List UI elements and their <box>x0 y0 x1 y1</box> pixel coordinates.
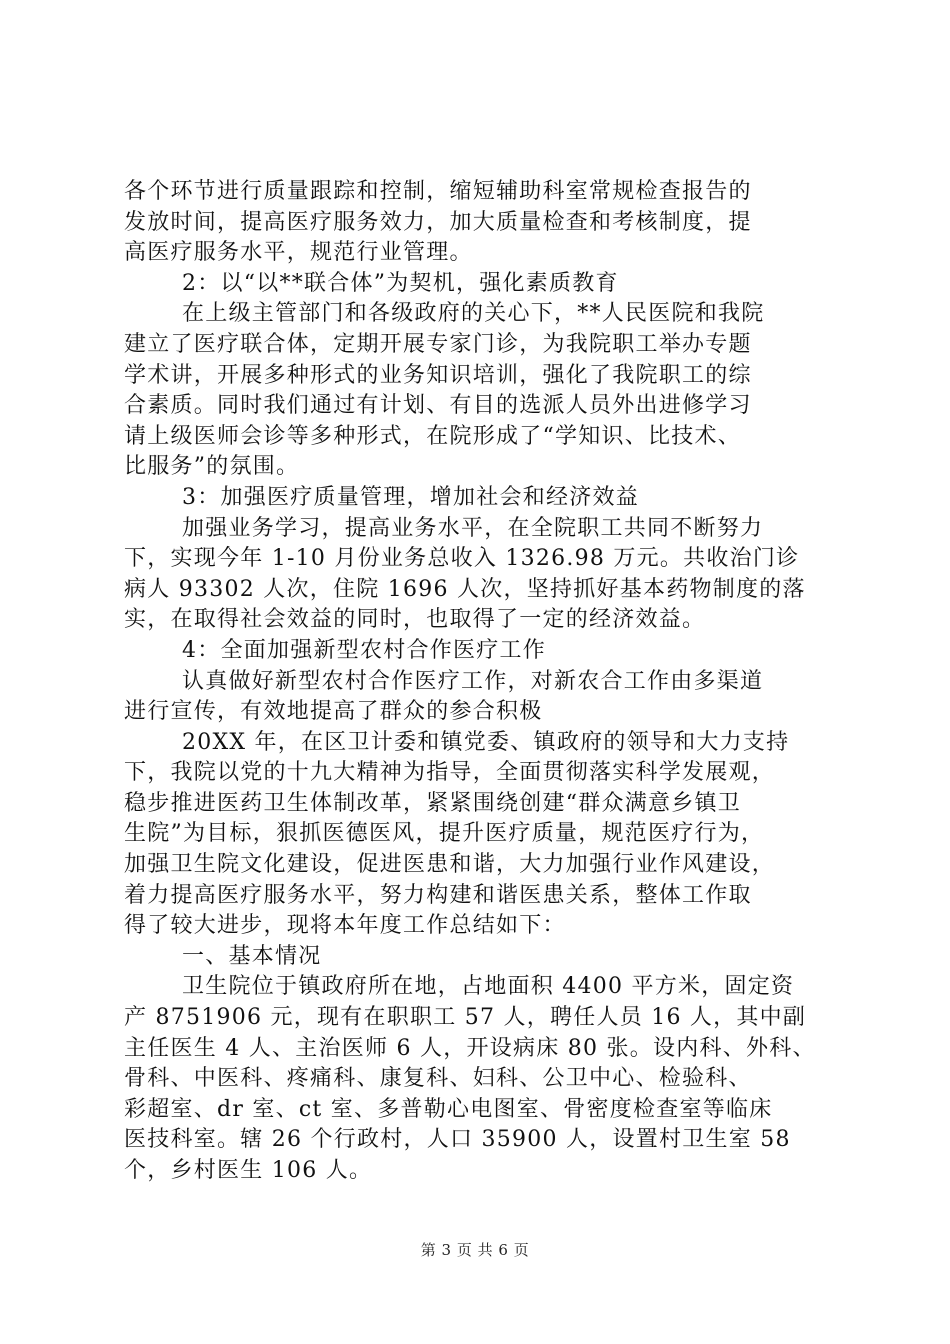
text-line: 医技科室。辖 26 个行政村，人口 35900 人，设置村卫生室 58 <box>124 1127 791 1153</box>
text-line: 加强卫生院文化建设，促进医患和谐，大力加强行业作风建设， <box>124 852 776 878</box>
text-line: 认真做好新型农村合作医疗工作，对新农合工作由多渠道 <box>182 668 764 694</box>
text-line: 病人 93302 人次，住院 1696 人次，坚持抓好基本药物制度的落 <box>124 576 806 602</box>
text-line: 下，我院以党的十九大精神为指导，全面贯彻落实科学发展观， <box>124 760 776 786</box>
text-line: 比服务”的氛围。 <box>124 454 300 480</box>
text-line: 生院”为目标，狠抓医德医风，提升医疗质量，规范医疗行为， <box>124 821 765 847</box>
text-line: 一、基本情况 <box>182 943 322 969</box>
text-line: 主任医生 4 人、主治医师 6 人，开设病床 80 张。设内科、外科、 <box>124 1035 816 1061</box>
text-line: 合素质。同时我们通过有计划、有目的选派人员外出进修学习 <box>124 393 752 419</box>
document-body <box>124 177 836 1187</box>
page-footer: 第 3 页 共 6 页 <box>420 1241 530 1259</box>
text-line: 建立了医疗联合体，定期开展专家门诊，为我院职工举办专题 <box>124 331 752 357</box>
text-line: 加强业务学习，提高业务水平，在全院职工共同不断努力 <box>182 515 764 541</box>
text-line: 彩超室、dr 室、ct 室、多普勒心电图室、骨密度检查室等临床 <box>124 1096 773 1122</box>
text-line: 骨科、中医科、疼痛科、康复科、妇科、公卫中心、检验科、 <box>124 1066 752 1092</box>
text-line: 发放时间，提高医疗服务效力，加大质量检查和考核制度，提 <box>124 209 752 235</box>
text-line: 个，乡村医生 106 人。 <box>124 1158 373 1183</box>
text-line: 产 8751906 元，现有在职职工 57 人，聘任人员 16 人，其中副 <box>124 1005 807 1031</box>
text-line: 20XX 年，在区卫计委和镇党委、镇政府的领导和大力支持 <box>182 729 790 755</box>
text-line: 卫生院位于镇政府所在地，占地面积 4400 平方米，固定资 <box>182 974 795 1000</box>
text-line: 4：全面加强新型农村合作医疗工作 <box>182 637 546 663</box>
text-line: 得了较大进步，现将本年度工作总结如下： <box>124 913 566 939</box>
text-line: 着力提高医疗服务水平，努力构建和谐医患关系，整体工作取 <box>124 882 752 908</box>
text-line: 在上级主管部门和各级政府的关心下，**人民医院和我院 <box>182 301 765 327</box>
text-line: 进行宣传，有效地提高了群众的参合积极 <box>124 699 543 725</box>
text-line: 2：以“以**联合体”为契机，强化素质教育 <box>182 270 619 296</box>
text-line: 实，在取得社会效益的同时，也取得了一定的经济效益。 <box>124 607 706 633</box>
text-line: 3：加强医疗质量管理，增加社会和经济效益 <box>182 484 639 510</box>
text-line: 各个环节进行质量跟踪和控制，缩短辅助科室常规检查报告的 <box>124 179 752 204</box>
text-line: 高医疗服务水平，规范行业管理。 <box>124 240 473 266</box>
text-line: 稳步推进医药卫生体制改革，紧紧围绕创建“群众满意乡镇卫 <box>124 790 741 816</box>
text-line: 请上级医师会诊等多种形式，在院形成了“学知识、比技术、 <box>124 423 741 449</box>
text-line: 下，实现今年 1-10 月份业务总收入 1326.98 万元。共收治门诊 <box>124 546 800 572</box>
text-line: 学术讲，开展多种形式的业务知识培训，强化了我院职工的综 <box>124 362 752 388</box>
